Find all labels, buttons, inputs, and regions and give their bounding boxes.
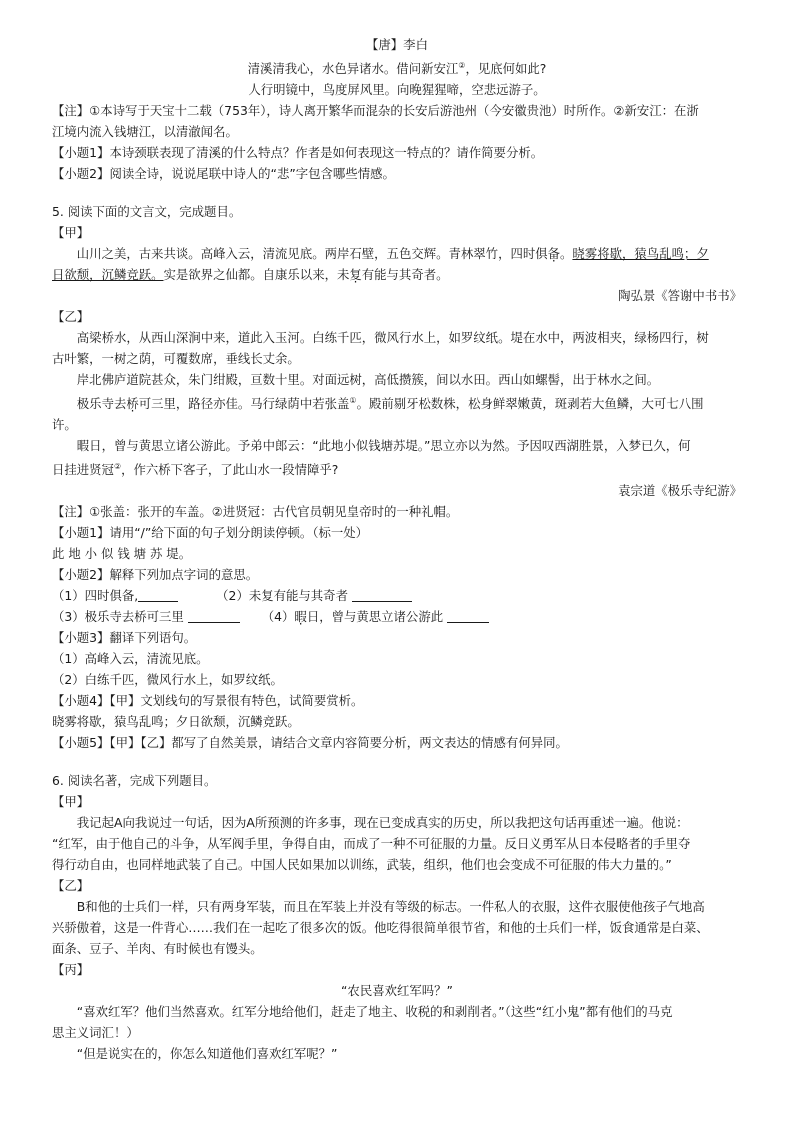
document-page: [52, 34, 742, 1064]
q6-jia-line-3: 得行动自由，也同样地武装了自己。中国人民如果加以训练，武装，组织，他们也会变成不可征服的伟大力量的。”: [52, 857, 672, 872]
footnote-mark: ②: [113, 462, 122, 471]
q5-yi-para4-line-1: 暇日，曾与黄思立诸公游此。予弟中郎云：“此地小似钱塘苏堤。”思立亦以为然。予因叹西湖胜景，入梦已久，何: [76, 438, 691, 453]
text-run: 极乐寺: [76, 396, 114, 411]
q6-jia-label: 【甲】: [52, 794, 90, 809]
q6-jia-line-1: 我记起A向我说过一句话，因为A所预测的许多事，现在已变成真实的历史，所以我把这句话再重述一遍。他说：: [76, 815, 689, 830]
underlined-sentence: 日欲颓，沉鳞竞跃。: [52, 267, 164, 282]
poem-note-line-1: 【注】①本诗写于天宝十二载（753年），诗人离开繁华而混杂的长安后游池州（今安徽贵池）时所作。②新安江：在浙: [52, 103, 699, 118]
poem-line-2: 人行明镜中，鸟度屏风里。向晚猩猩啼，空悲远游子。: [248, 82, 546, 97]
q5-subq-2-row-2: [52, 606, 742, 627]
q5-jia-para-line-1: [52, 243, 742, 264]
q5-yi-para2: 岸北佛庐道院甚众，朱门绀殿，亘数十里。对面远树，高低攒簇，间以水田。西山如螺髻，出于林水之间。: [76, 372, 660, 387]
q6-bing-line-1: “喜欢红军？他们当然喜欢。红军分地给他们，赶走了地主、收税的和剥削者。”（这些“红小鬼”都有他们的马克: [76, 1004, 673, 1019]
dotted-char: 俱: [535, 246, 548, 261]
q5-yi-para1-line-2: 古叶繁，一树之荫，可覆数席，垂线长丈余。: [52, 351, 300, 366]
q5-yi-para1-line-1: 高梁桥水，从西山深涧中来，道此入玉河。白练千匹，微风行水上，如罗纹纸。堤在水中，两波相夹，绿杨四行，树: [76, 330, 709, 345]
q6-bing-line-2: 思主义词汇！）: [52, 1025, 139, 1040]
section-gap: [52, 753, 742, 770]
dotted-char: 暇: [294, 609, 307, 624]
text-run: 山川之美，古来共谈。高峰入云，清流见底。两岸石壁，五色交辉。青林翠竹，四时: [76, 246, 536, 261]
q5-heading: 5. 阅读下面的文言文，完成题目。: [52, 204, 242, 219]
text-run: 桥可三里，路径亦佳。马行绿荫中若张盖: [126, 396, 350, 411]
dotted-char: 复: [349, 267, 362, 282]
answer-blank[interactable]: [138, 587, 178, 602]
q6-heading: 6. 阅读名著，完成下列题目。: [52, 773, 217, 788]
q5-subq-4-quote: 晓雾将歇，猿鸟乱鸣；夕日欲颓，沉鳞竞跃。: [52, 714, 300, 729]
poem-note-line-2: 江境内流入钱塘江，以清澈闻名。: [52, 124, 238, 139]
text-run: 备。: [547, 246, 573, 261]
poem-line-1: [52, 55, 742, 79]
answer-blank[interactable]: [447, 608, 489, 623]
q5-subq-3: 【小题3】翻译下列语句。: [52, 630, 197, 645]
q6-bing-title: “农民喜欢红军吗？”: [341, 983, 453, 998]
q5-subq-2-row-1: [52, 585, 742, 606]
q5-subq-1-sentence: 此 地 小 似 钱 塘 苏 堤。: [52, 546, 192, 561]
q5-yi-para4-line-2: [52, 456, 742, 480]
q5-yi-para3-line-1: [52, 390, 742, 414]
q5-jia-para-line-2: [52, 264, 742, 285]
poem-author: 【唐】李白: [366, 37, 428, 52]
section-gap: [52, 184, 742, 201]
footnote-mark: ②: [458, 61, 466, 70]
q6-jia-line-2: “红军，由于他自己的斗争，从军阀手里，争得自由，而成了一种不可征服的力量。反日义勇军从日本侵略者的手里夺: [52, 836, 691, 851]
text-run: 实是欲界之仙都。自康乐以来，未: [163, 267, 350, 282]
q6-yi-line-2: 兴骄傲着，这是一件背心……我们在一起吃了很多次的饭。他吃得很简单很节省，和他的士兵们一样，饭食通常是白菜、: [52, 920, 709, 935]
q5-subq-4: 【小题4】【甲】文划线句的写景很有特色，试简要赏析。: [52, 693, 364, 708]
q5-yi-label: 【乙】: [52, 309, 90, 324]
q6-yi-line-1: B和他的士兵们一样，只有两身军装，而且在军装上并没有等级的标志。一件私人的衣服，这件衣服使他孩子气地高: [76, 899, 705, 914]
answer-blank[interactable]: [188, 608, 240, 623]
answer-blank[interactable]: [352, 587, 412, 602]
dotted-char: 去: [113, 396, 127, 411]
item-text: （3）极乐寺去桥可三里: [52, 609, 184, 624]
q5-note: 【注】①张盖：张开的车盖。②进贤冠：古代官员朝见皇帝时的一种礼帽。: [52, 504, 459, 519]
poem-question-1: 【小题1】本诗颈联表现了清溪的什么特点？作者是如何表现这一特点的？请作简要分析。: [52, 145, 544, 160]
q6-bing-label: 【丙】: [52, 962, 90, 977]
q6-bing-line-3: “但是说实在的，你怎么知道他们喜欢红军呢？”: [76, 1046, 338, 1061]
q5-yi-source: 袁宗道《极乐寺纪游》: [618, 483, 742, 498]
poem-line-1-post: ，见底何如此?: [465, 61, 547, 76]
q5-subq-2: 【小题2】解释下列加点字词的意思。: [52, 567, 259, 582]
item-text: （4）: [261, 609, 295, 624]
poem-question-2: 【小题2】阅读全诗，说说尾联中诗人的“悲”字包含哪些情感。: [52, 166, 395, 181]
item-text: 日，曾与黄思立诸公游此: [306, 609, 444, 624]
q6-yi-label: 【乙】: [52, 878, 90, 893]
q5-jia-label: 【甲】: [52, 225, 90, 240]
q5-subq-1: 【小题1】请用“/”给下面的句子划分朗读停顿。（标一处）: [52, 525, 369, 540]
q5-subq-3-b: （2）白练千匹，微风行水上，如罗纹纸。: [52, 672, 283, 687]
text-run: 日挂进贤冠: [52, 462, 114, 477]
text-run: ，作六桥下客子，了此山水一段情障乎?: [121, 462, 339, 477]
poem-line-1-pre: 清溪清我心，水色异诸水。借问新安江: [247, 61, 459, 76]
underlined-sentence: 晓雾将歇，猿鸟乱鸣；夕: [572, 246, 709, 261]
item-text: （1）四时俱备,: [52, 588, 139, 603]
footnote-mark: ①: [349, 396, 357, 405]
text-run: 有能与其奇者。: [361, 267, 449, 282]
q5-jia-source: 陶弘景《答谢中书书》: [618, 288, 742, 303]
q5-subq-5: 【小题5】【甲】【乙】都写了自然美景，请结合文章内容简要分析，两文表达的情感有何异同。: [52, 735, 568, 750]
q5-subq-3-a: （1）高峰入云，清流见底。: [52, 651, 209, 666]
q6-yi-line-3: 面条、豆子、羊肉、有时候也有馒头。: [52, 941, 263, 956]
text-run: 。殿前剔牙松数株，松身鲜翠嫩黄，斑剥若大鱼鳞，大可七八围: [356, 396, 704, 411]
q5-yi-para3-line-2: 许。: [52, 417, 77, 432]
item-text: （2）未复有能与其奇者: [216, 588, 348, 603]
